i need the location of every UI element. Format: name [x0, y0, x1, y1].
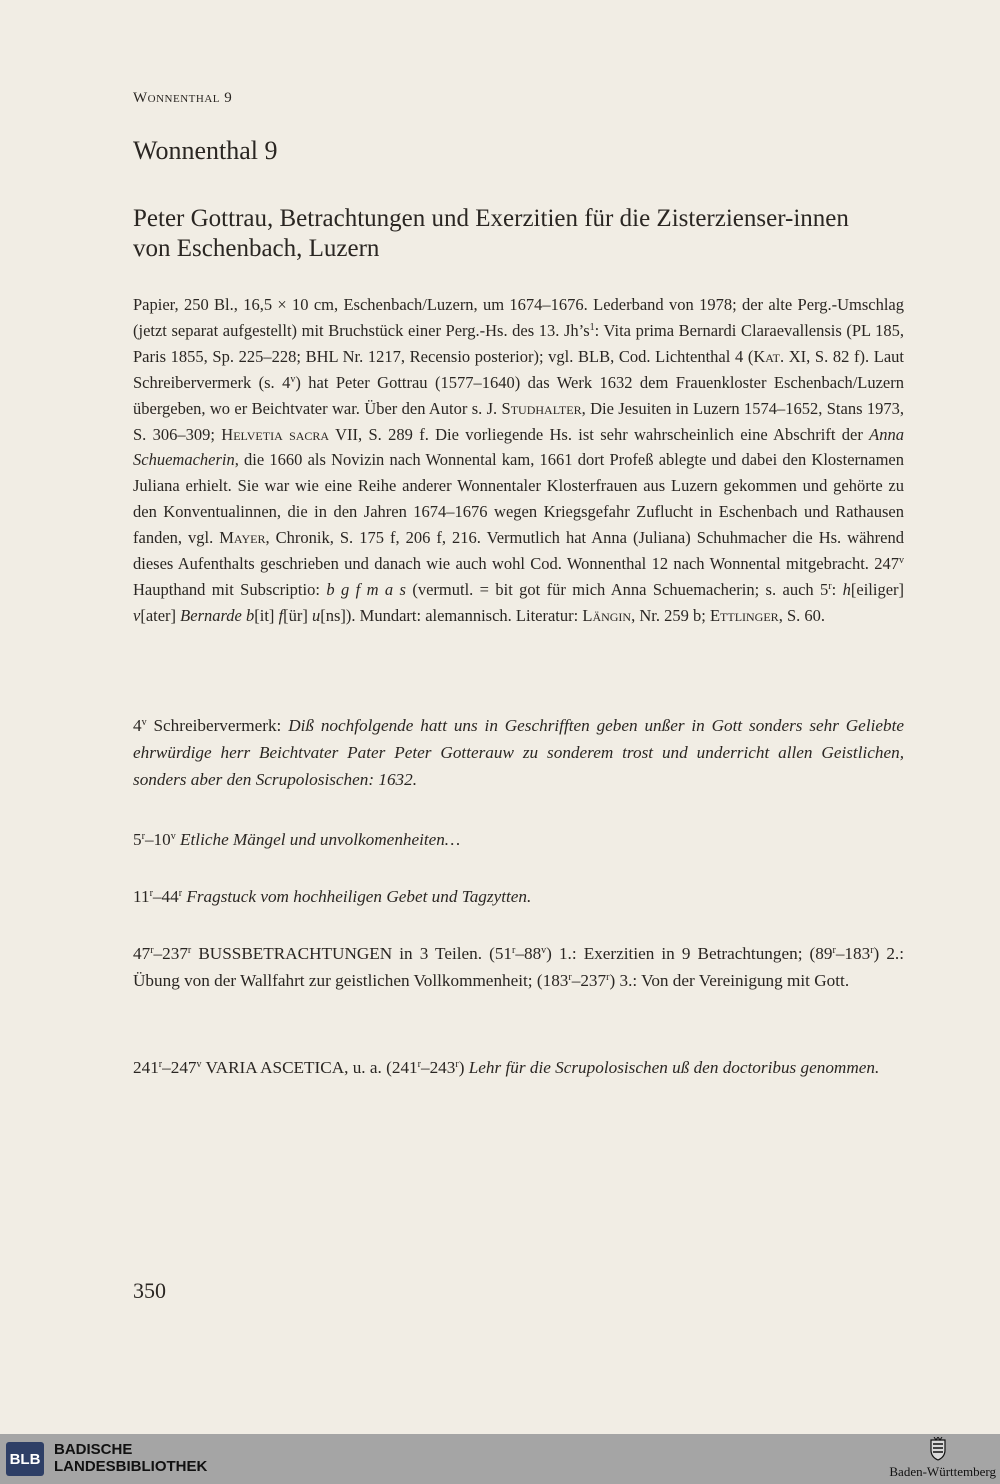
blb-logo[interactable]: BLB: [6, 1442, 44, 1476]
footer-bar: [0, 1434, 1000, 1484]
content-entry: 5$^r$–10$^v$ Etliche Mängel und unvolkomenheiten…: [133, 830, 461, 849]
library-name-line2: LANDESBIBLIOTHEK: [54, 1458, 208, 1475]
manuscript-description: Papier, 250 Bl., 16,5 × 10 cm, Eschenbach/Luzern, um 1674–1676. Lederband von 1978; der alte Perg.-Umschlag (jetzt separat aufgestellt) mit Bruchstück einer Perg.-Hs. des 13. $Jh’s^1$: Vita prima Bernardi Claraevallensis (PL 185, Paris 1855, Sp. 225–228; BHL Nr. 1217, Recensio posterior); vgl. BLB, Cod. Lichtenthal 4 (Kat. XI, S. 82 f). Laut Schreibervermerk (s. 4$^v$) hat Peter Gottrau (1577–1640) das Werk 1632 dem Frauenkloster Eschenbach/Luzern übergeben, wo er Beichtvater war. Über den Autor s. J. Studhalter, Die Jesuiten in Luzern 1574–1652, Stans 1973, S. 306–309; Helvetia sacra VII, S. 289 f. Die vorliegende Hs. ist sehr wahrscheinlich eine Abschrift der Anna Schuemacherin, die 1660 als Novizin nach Wonnental kam, 1661 dort Profeß ablegte und dabei den Klosternamen Juliana erhielt. Sie war wie eine Reihe anderer Wonnentaler Klosterfrauen aus Luzern gekommen und gehörte zu den Konventualinnen, die in den Jahren 1674–1676 wegen Kriegsgefahr Zuflucht in Eschenbach und Rathausen fanden, vgl. Mayer, Chronik, S. 175 f, 206 f, 216. Vermutlich hat Anna (Juliana) Schuhmacher die Hs. während dieses Aufenthalts geschrieben und danach wie auch wohl Cod. Wonnenthal 12 nach Wonnental mitgebracht. 247$^v$ Haupthand mit Subscriptio: b g f m a s (vermutl. = bit got für mich Anna Schuemacherin; s. auch 5$^r$: h[eiliger] v[ater] Bernarde b[it] f[ür] u[ns]). Mundart: alemannisch. Literatur: Längin, Nr. 259 b; Ettlinger, S. 60.: [133, 295, 905, 625]
page-number: 350: [133, 1278, 166, 1303]
state-name: Baden-Württemberg: [889, 1464, 996, 1479]
running-head: Wonnenthal 9: [133, 90, 233, 106]
manuscript-subtitle: Peter Gottrau, Betrachtungen und Exerzitien für die Zisterzienser-innen von Eschenbach, Luzern: [133, 205, 849, 262]
content-entry: 11$^r$–44$^r$ Fragstuck vom hochheiligen Gebet und Tagzytten.: [133, 887, 532, 906]
page-title: Wonnenthal 9: [133, 136, 278, 165]
library-name-line1: BADISCHE: [54, 1441, 133, 1458]
coat-of-arms-icon: [928, 1437, 948, 1461]
content-entry: 241$^r$–247$^v$ VARIA ASCETICA, u. a. (241$^r$–243$^r$) Lehr für die Scrupolosischen uß den doctoribus genommen.: [133, 1058, 880, 1077]
content-entry: 47$^r$–237$^r$ BUSSBETRACHTUNGEN in 3 Teilen. (51$^r$–88$^v$) 1.: Exerzitien in 9 Betrachtungen; (89$^r$–183$^r$) 2.: Übung von der Wallfahrt zur geistlichen Vollkommenheit; (183$^r$–237$^r$) 3.: Von der Vereinigung mit Gott.: [133, 944, 904, 990]
content-entry: 4$^v$ Schreibervermerk: Diß nochfolgende hatt uns in Geschrifften geben unßer in Gott sonders sehr Geliebte ehrwürdige herr Beichtvater Pater Peter Gotterauw zu sonderem trost und underricht allen Geistlichen, sonders aber den Scrupolosischen: 1632.: [133, 716, 904, 789]
library-name: [54, 1441, 207, 1475]
